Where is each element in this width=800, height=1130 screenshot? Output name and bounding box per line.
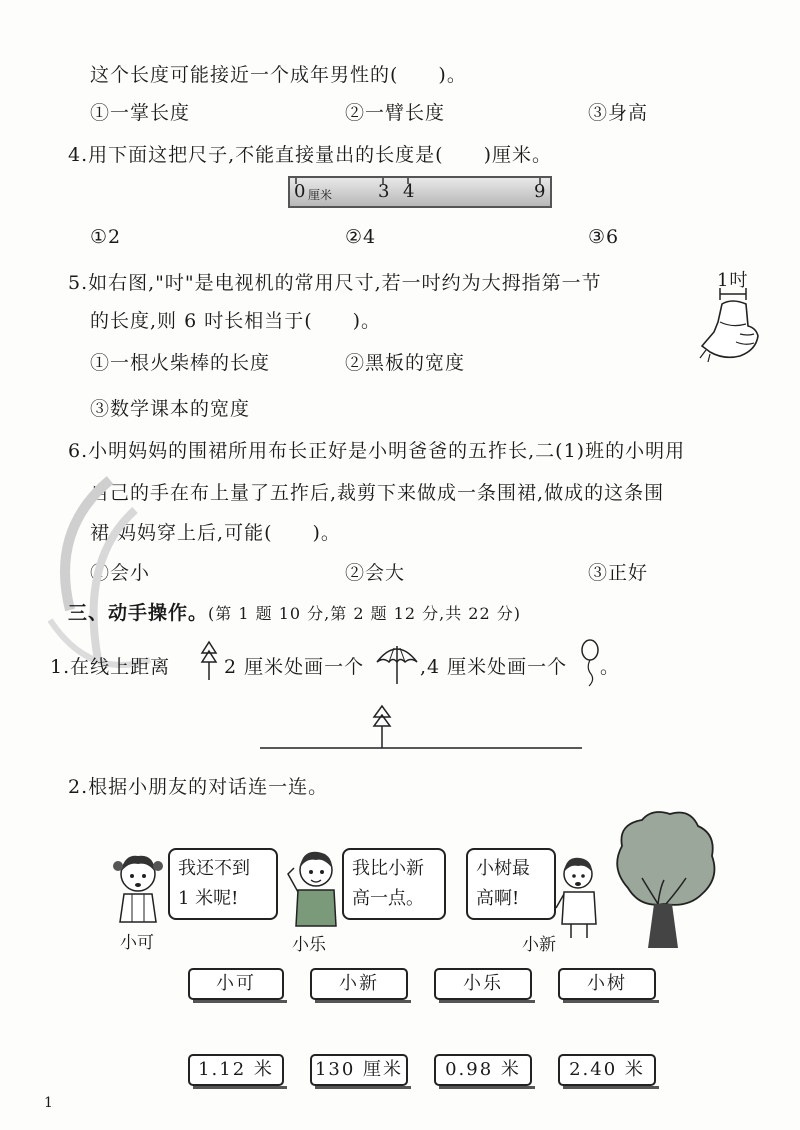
name-box-xiaoke[interactable]: 小可 (188, 968, 284, 1000)
ruler-label-unit: 厘米 (308, 188, 333, 202)
name-label-xiaoke: 小可 (120, 933, 154, 953)
q6-option-2[interactable]: ②会大 (345, 562, 406, 584)
speech-bubble-xiaoxin: 小树最 高啊! (466, 848, 556, 920)
q4-option-2[interactable]: ②4 (345, 226, 377, 248)
section-3-heading (68, 598, 521, 625)
balloon-icon (578, 638, 602, 686)
section-3-title: 三、动手操作。 (68, 602, 209, 624)
p1-text-4: 。 (600, 656, 621, 678)
ruler-label-three: 3 (378, 181, 390, 202)
q4-text: 4.用下面这把尺子,不能直接量出的长度是( )厘米。 (68, 144, 552, 166)
ruler-label-nine: 9 (534, 181, 546, 202)
name-box-xiaole[interactable]: 小乐 (434, 968, 532, 1000)
value-box-130cm[interactable]: 130 厘米 (310, 1054, 408, 1086)
speech-bubble-xiaoke: 我还不到 1 米呢! (168, 848, 278, 920)
name-label-xiaole: 小乐 (292, 935, 326, 955)
q5-line-1: 5.如右图,"吋"是电视机的常用尺寸,若一吋约为大拇指第一节 (68, 272, 602, 294)
q3-option-1[interactable]: ①一掌长度 (90, 102, 191, 124)
ruler-label-four: 4 (403, 181, 415, 202)
value-box-1-12m[interactable]: 1.12 米 (188, 1054, 284, 1086)
thumb-illustration (696, 288, 766, 368)
tree-symbol-icon (199, 640, 219, 680)
q3-text: 这个长度可能接近一个成年男性的( )。 (90, 64, 467, 86)
q5-option-1[interactable]: ①一根火柴棒的长度 (90, 352, 271, 374)
inch-label: 1吋 (717, 270, 749, 291)
page-number: 1 (44, 1095, 53, 1111)
ruler (288, 176, 552, 208)
boy-xiaole-illustration (284, 846, 344, 930)
umbrella-icon (375, 640, 419, 684)
q6-option-1[interactable]: ①会小 (90, 562, 151, 584)
q6-option-3[interactable]: ③正好 (588, 562, 649, 584)
speech-bubble-xiaole: 我比小新 高一点。 (342, 848, 446, 920)
drawing-line[interactable] (260, 702, 590, 754)
q4-option-1[interactable]: ①2 (90, 226, 122, 248)
name-box-xiaoxin[interactable]: 小新 (310, 968, 408, 1000)
q5-line-2: 的长度,则 6 吋长相当于( )。 (90, 310, 382, 332)
q6-line-3: 裙,妈妈穿上后,可能( )。 (90, 522, 341, 544)
q5-option-3[interactable]: ③数学课本的宽度 (90, 398, 251, 420)
q3-option-2[interactable]: ②一臂长度 (345, 102, 446, 124)
value-box-0-98m[interactable]: 0.98 米 (434, 1054, 532, 1086)
name-label-xiaoxin: 小新 (522, 935, 556, 955)
girl-xiaoke-illustration (108, 848, 168, 928)
p1-text-3: ,4 厘米处画一个 (420, 656, 568, 678)
boy-xiaoxin-illustration (556, 854, 606, 938)
value-box-2-40m[interactable]: 2.40 米 (558, 1054, 656, 1086)
tree-illustration (608, 808, 718, 948)
q6-line-1: 6.小明妈妈的围裙所用布长正好是小明爸爸的五拃长,二(1)班的小明用 (68, 440, 686, 462)
q4-option-3[interactable]: ③6 (588, 226, 620, 248)
q6-line-2: 自己的手在布上量了五拃后,裁剪下来做成一条围裙,做成的这条围 (90, 482, 665, 504)
section-3-score: (第 1 题 10 分,第 2 题 12 分,共 22 分) (208, 604, 521, 623)
q5-option-2[interactable]: ②黑板的宽度 (345, 352, 466, 374)
q3-option-3[interactable]: ③身高 (588, 102, 649, 124)
name-box-tree[interactable]: 小树 (558, 968, 656, 1000)
p1-text-1: 1.在线上距离 (50, 656, 171, 678)
p1-text-2: 2 厘米处画一个 (224, 656, 365, 678)
p2-text: 2.根据小朋友的对话连一连。 (68, 776, 329, 798)
ruler-label-zero: 0 (294, 181, 306, 202)
